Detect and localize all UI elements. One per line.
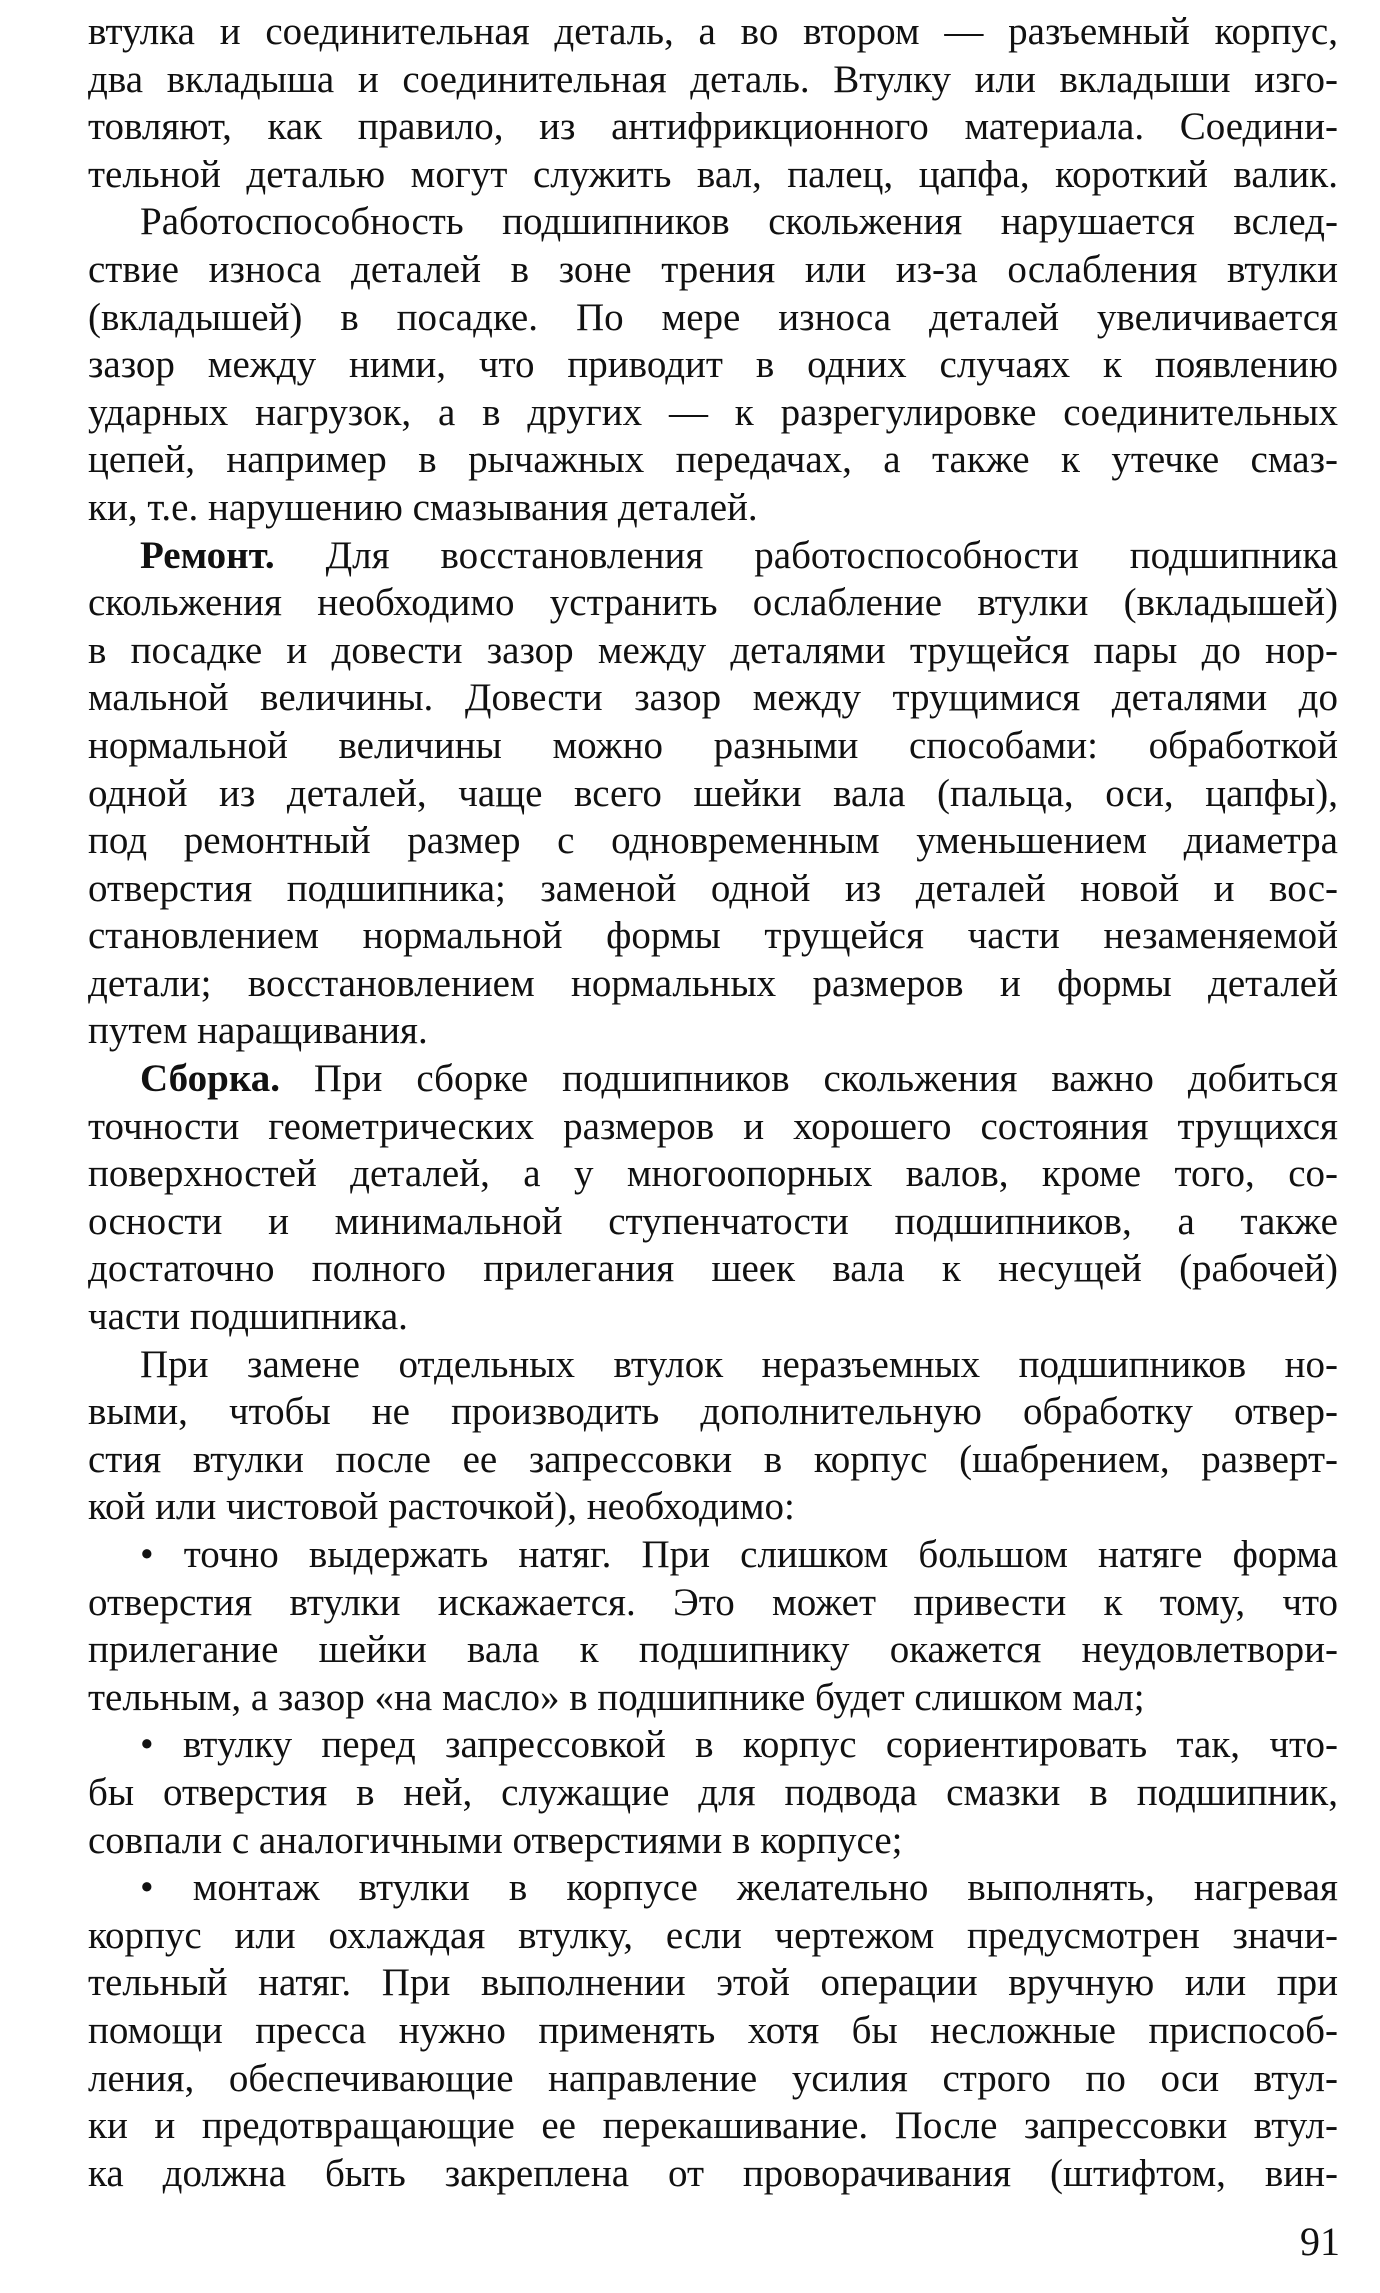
text-line: нормальной величины можно разными способами: обработкой (88, 723, 1338, 767)
page-body (88, 8, 1338, 2197)
text-line: поверхностей деталей, а у многоопорных валов, кроме того, со- (88, 1152, 1338, 1196)
text-line: ки и предотвращающие ее перекашивание. После запрессовки втул- (88, 2104, 1338, 2148)
text-line: путем наращивания. (88, 1009, 428, 1053)
text-line: отверстия втулки искажается. Это может привести к тому, что (88, 1580, 1338, 1624)
section-heading-assembly: Сборка. (140, 1057, 280, 1101)
text-line: скольжения необходимо устранить ослабление втулки (вкладышей) (88, 581, 1338, 625)
paragraph-replacement (88, 1341, 1338, 1531)
text-line: Работоспособность подшипников скольжения нарушается вслед- (140, 200, 1338, 244)
text-line: тельный натяг. При выполнении этой операции вручную или при (88, 1961, 1338, 2005)
text-line: ударных нагрузок, а в других — к разрегулировке соединительных (88, 390, 1338, 434)
text-line: в посадке и довести зазор между деталями трущейся пары до нор- (88, 628, 1338, 672)
text-line: ления, обеспечивающие направление усилия строго по оси втул- (88, 2056, 1338, 2100)
paragraph-2 (88, 198, 1338, 531)
bullet-item-3 (88, 1864, 1338, 2197)
text-line (88, 532, 1338, 580)
text-line: совпали с аналогичными отверстиями в корпусе; (88, 1818, 903, 1862)
text-line: два вкладыша и соединительная деталь. Втулку или вкладыши изго- (88, 57, 1338, 101)
bullet-item-1 (88, 1531, 1338, 1721)
text-line: детали; восстановлением нормальных размеров и формы деталей (88, 961, 1338, 1005)
text-line: тельным, а зазор «на масло» в подшипнике будет слишком мал; (88, 1675, 1145, 1719)
text-line: корпус или охлаждая втулку, если чертежом предусмотрен значи- (88, 1913, 1338, 1957)
text-line: отверстия подшипника; заменой одной из деталей новой и вос- (88, 866, 1338, 910)
paragraph-repair (88, 532, 1338, 1056)
page-number: 91 (1300, 2219, 1340, 2264)
text-line: достаточно полного прилегания шеек вала к несущей (рабочей) (88, 1247, 1338, 1291)
text-line-rest: При сборке подшипников скольжения важно добиться (279, 1057, 1338, 1101)
paragraph-1 (88, 8, 1338, 198)
text-line: товляют, как правило, из антифрикционного материала. Соедини- (88, 105, 1338, 149)
text-line: бы отверстия в ней, служащие для подвода смазки в подшипник, (88, 1770, 1338, 1814)
text-line: прилегание шейки вала к подшипнику окажется неудовлетвори- (88, 1628, 1338, 1672)
text-line: цепей, например в рычажных передачах, а также к утечке смаз- (88, 438, 1338, 482)
text-line: ка должна быть закреплена от проворачивания (штифтом, вин- (88, 2151, 1338, 2195)
text-line: тельной деталью могут служить вал, палец, цапфа, короткий валик. (88, 152, 1338, 196)
paragraph-assembly (88, 1055, 1338, 1341)
text-line: • втулку перед запрессовкой в корпус сориентировать так, что- (140, 1723, 1338, 1767)
text-line: При замене отдельных втулок неразъемных подшипников но- (140, 1342, 1338, 1386)
text-line: (вкладышей) в посадке. По мере износа деталей увеличивается (88, 295, 1338, 339)
bullet-item-2 (88, 1721, 1338, 1864)
text-line: под ремонтный размер с одновременным уменьшением диаметра (88, 819, 1338, 863)
section-heading-repair: Ремонт. (140, 533, 275, 577)
text-line: одной из деталей, чаще всего шейки вала (пальца, оси, цапфы), (88, 771, 1338, 815)
text-line: кой или чистовой расточкой), необходимо: (88, 1485, 795, 1529)
text-line: помощи пресса нужно применять хотя бы несложные приспособ- (88, 2008, 1338, 2052)
text-line: • монтаж втулки в корпусе желательно выполнять, нагревая (140, 1866, 1338, 1910)
text-line-rest: Для восстановления работоспособности подшипника (274, 533, 1338, 577)
text-line: ствие износа деталей в зоне трения или из-за ослабления втулки (88, 247, 1338, 291)
text-line: точности геометрических размеров и хорошего состояния трущихся (88, 1104, 1338, 1148)
text-line: становлением нормальной формы трущейся части незаменяемой (88, 914, 1338, 958)
text-line: выми, чтобы не производить дополнительную обработку отвер- (88, 1390, 1338, 1434)
text-line: зазор между ними, что приводит в одних случаях к появлению (88, 343, 1338, 387)
text-line: • точно выдержать натяг. При слишком большом натяге форма (140, 1533, 1338, 1576)
text-line: стия втулки после ее запрессовки в корпус (шабрением, разверт- (88, 1437, 1338, 1481)
text-line: мальной величины. Довести зазор между трущимися деталями до (88, 676, 1338, 720)
text-line: осности и минимальной ступенчатости подшипников, а также (88, 1199, 1338, 1243)
text-line (88, 1055, 1338, 1103)
text-line: части подшипника. (88, 1295, 408, 1339)
text-line: ки, т.е. нарушению смазывания деталей. (88, 485, 758, 529)
text-line: втулка и соединительная деталь, а во втором — разъемный корпус, (88, 10, 1338, 53)
